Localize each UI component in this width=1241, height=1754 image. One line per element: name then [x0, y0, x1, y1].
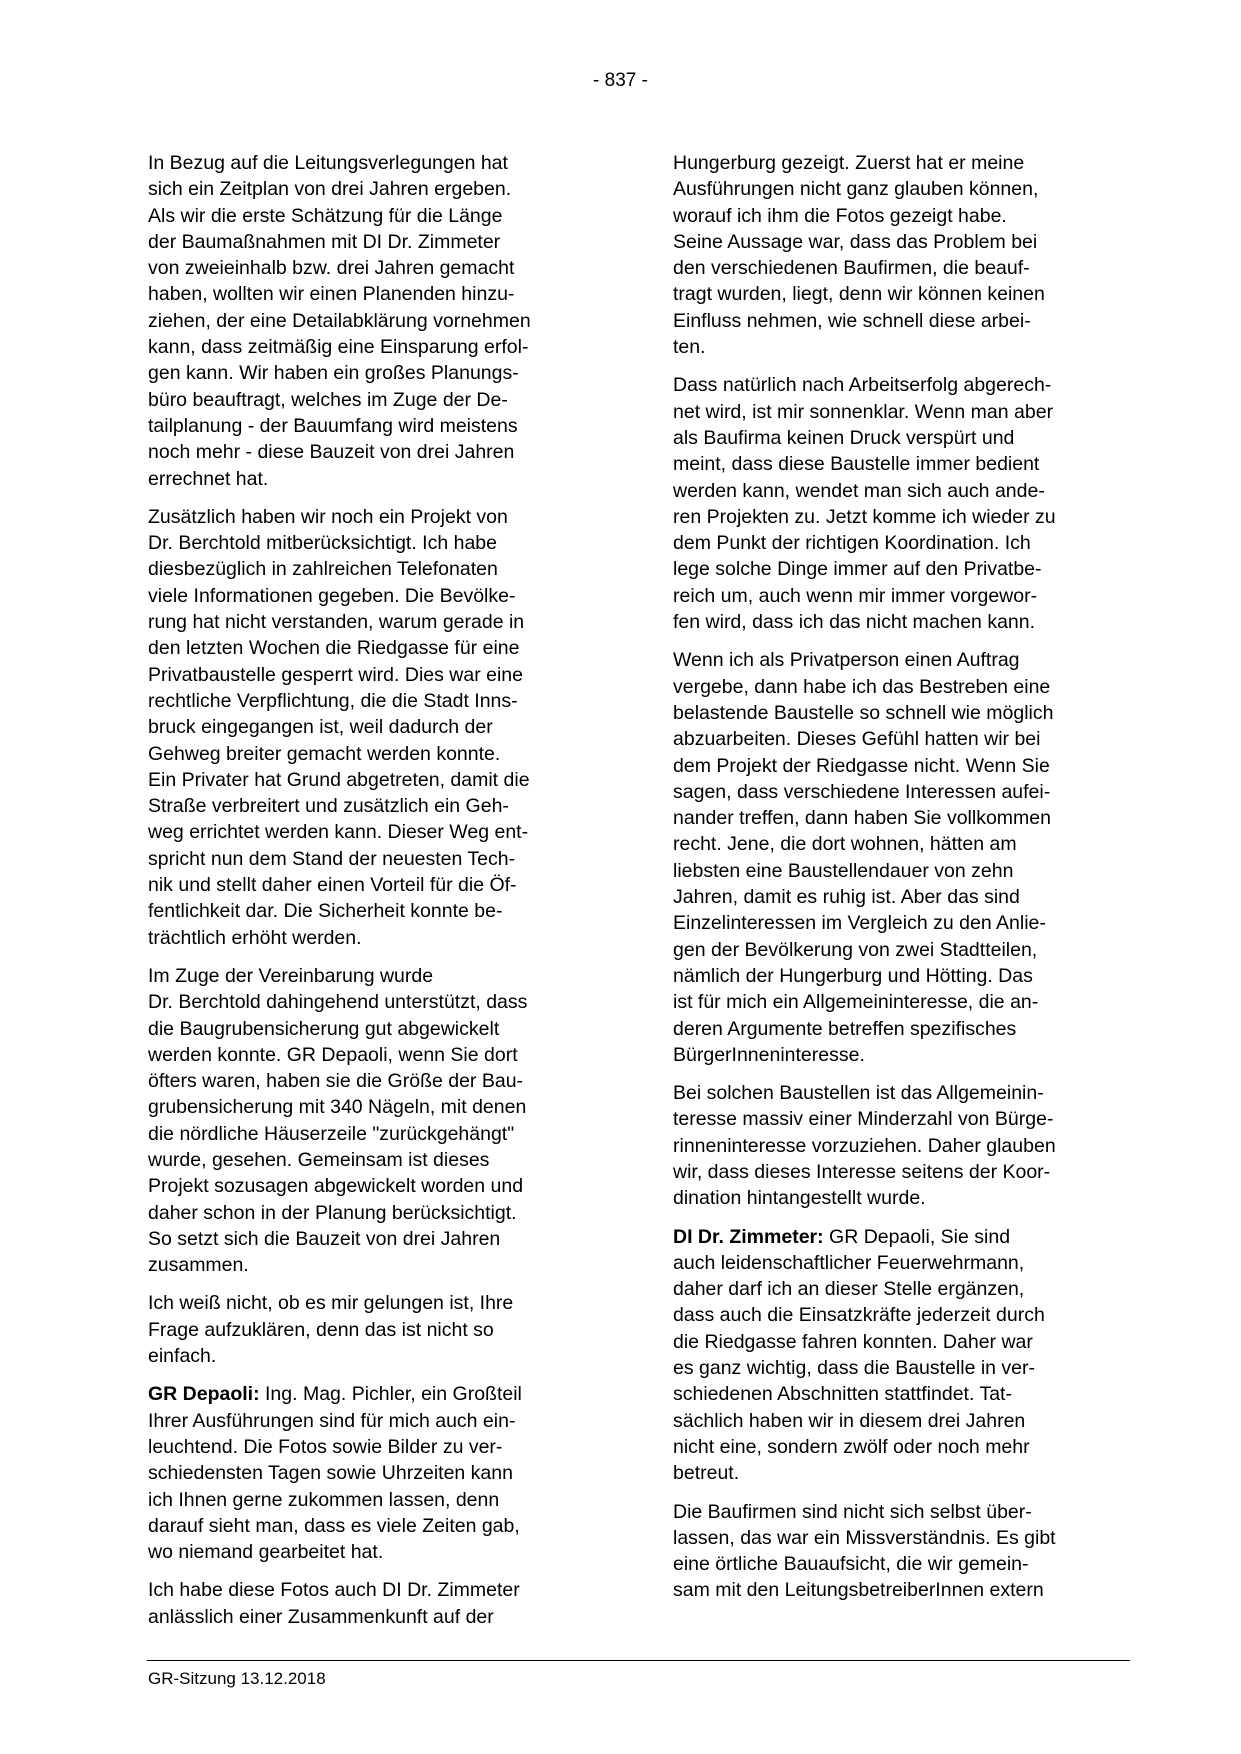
text-line: die Riedgasse fahren konnten. Daher war [673, 1330, 1033, 1353]
text-line: Dass natürlich nach Arbeitserfolg abgerech- [673, 374, 1052, 397]
right-column [673, 150, 1131, 1616]
footer-divider [147, 1660, 1130, 1661]
text-line: nik und stellt daher einen Vorteil für die Öf- [148, 874, 517, 897]
left-column [148, 150, 606, 1642]
text-line: weg errichtet werden kann. Dieser Weg ent- [148, 821, 529, 844]
text-line [148, 1381, 606, 1407]
text-line: Ihrer Ausführungen sind für mich auch ein- [148, 1409, 516, 1432]
text-line: daher darf ich an dieser Stelle ergänzen, [673, 1278, 1025, 1301]
text-line: fentlichkeit dar. Die Sicherheit konnte be- [148, 900, 503, 923]
text-line: als Baufirma keinen Druck verspürt und [673, 426, 1015, 449]
text-line: eine örtliche Bauaufsicht, die wir gemein- [673, 1553, 1029, 1576]
text-line: net wird, ist mir sonnenklar. Wenn man aber [673, 400, 1054, 423]
speaker-text: GR Depaoli, Sie sind [823, 1225, 1011, 1248]
text-line: Bei solchen Baustellen ist das Allgemeinin- [673, 1082, 1044, 1105]
text-line: rinneninteresse vorzuziehen. Daher glauben [673, 1134, 1056, 1157]
page-number: - 837 - [593, 70, 648, 91]
text-line: tragt wurden, liegt, denn wir können keinen [673, 283, 1045, 306]
text-line: ist für mich ein Allgemeininteresse, die an- [673, 991, 1039, 1014]
text-line: So setzt sich die Bauzeit von drei Jahren [148, 1227, 501, 1250]
text-line: dem Punkt der richtigen Koordination. Ich [673, 532, 1031, 555]
text-line [673, 1224, 1131, 1250]
text-line: Zusätzlich haben wir noch ein Projekt von [148, 505, 508, 528]
paragraph [148, 150, 606, 492]
text-line: dass auch die Einsatzkräfte jederzeit durch [673, 1304, 1045, 1327]
text-line: daher schon in der Planung berücksichtigt. [148, 1201, 517, 1224]
speaker-name: DI Dr. Zimmeter: [673, 1225, 824, 1248]
text-line: viele Informationen gegeben. Die Bevölke- [148, 584, 516, 607]
text-line: kann, dass zeitmäßig eine Einsparung erfol- [148, 336, 529, 359]
text-line: sam mit den LeitungsbetreiberInnen extern [673, 1579, 1044, 1602]
text-line: vergebe, dann habe ich das Bestreben eine [673, 675, 1051, 698]
paragraph [673, 1224, 1131, 1487]
text-line: Hungerburg gezeigt. Zuerst hat er meine [673, 152, 1025, 174]
paragraph [673, 1080, 1131, 1211]
text-line: wurde, gesehen. Gemeinsam ist dieses [148, 1148, 490, 1171]
text-line: es ganz wichtig, dass die Baustelle in ver- [673, 1357, 1036, 1380]
footer-session-date: GR-Sitzung 13.12.2018 [148, 1669, 326, 1688]
text-line: auch leidenschaftlicher Feuerwehrmann, [673, 1251, 1025, 1274]
text-line: Ich weiß nicht, ob es mir gelungen ist, Ihre [148, 1292, 514, 1315]
text-line: Ausführungen nicht ganz glauben können, [673, 178, 1039, 201]
text-line: spricht nun dem Stand der neuesten Tech- [148, 847, 516, 870]
paragraph [673, 372, 1131, 635]
text-line: abzuarbeiten. Dieses Gefühl hatten wir bei [673, 728, 1041, 751]
text-line: Frage aufzuklären, denn das ist nicht so [148, 1318, 494, 1341]
text-line: die Baugrubensicherung gut abgewickelt [148, 1017, 500, 1040]
text-line: Gehweg breiter gemacht werden konnte. [148, 742, 501, 765]
text-line: BürgerInneninteresse. [673, 1043, 865, 1066]
text-line: belastende Baustelle so schnell wie möglich [673, 701, 1054, 724]
text-line: Als wir die erste Schätzung für die Länge [148, 204, 503, 227]
text-line: die nördliche Häuserzeile "zurückgehängt" [148, 1122, 515, 1145]
text-line: rechtliche Verpflichtung, die die Stadt Inns- [148, 689, 518, 712]
text-line: lassen, das war ein Missverständnis. Es gibt [673, 1526, 1056, 1549]
text-line: In Bezug auf die Leitungsverlegungen hat [148, 152, 508, 174]
text-line: Im Zuge der Vereinbarung wurde [148, 964, 434, 987]
text-line: worauf ich ihm die Fotos gezeigt habe. [673, 204, 1007, 227]
text-line: den letzten Wochen die Riedgasse für eine [148, 637, 520, 660]
text-line: büro beauftragt, welches im Zuge der De- [148, 388, 508, 411]
text-line: Einzelinteressen im Vergleich zu den Anlie- [673, 912, 1046, 935]
text-line: rung hat nicht verstanden, warum gerade in [148, 611, 525, 634]
text-line: fen wird, dass ich das nicht machen kann. [673, 611, 1036, 634]
text-line: Straße verbreitert und zusätzlich ein Geh- [148, 795, 509, 818]
text-line: tailplanung - der Bauumfang wird meistens [148, 414, 518, 437]
text-line: von zweieinhalb bzw. drei Jahren gemacht [148, 257, 515, 280]
text-line: noch mehr - diese Bauzeit von drei Jahren [148, 441, 515, 464]
text-line: ten. [673, 336, 706, 359]
speaker-text: Ing. Mag. Pichler, ein Großteil [259, 1383, 522, 1406]
text-line: ren Projekten zu. Jetzt komme ich wieder zu [673, 505, 1056, 528]
text-line: Projekt sozusagen abgewickelt worden und [148, 1175, 524, 1198]
paragraph [673, 1499, 1131, 1604]
text-line: bruck eingegangen ist, weil dadurch der [148, 716, 493, 739]
text-line: Die Baufirmen sind nicht sich selbst über- [673, 1500, 1032, 1523]
text-line: haben, wollten wir einen Planenden hinzu- [148, 283, 515, 306]
paragraph [148, 1381, 606, 1565]
text-line: den verschiedenen Baufirmen, die beauf- [673, 257, 1030, 280]
text-line: anlässlich einer Zusammenkunft auf der [148, 1605, 494, 1628]
text-line: der Baumaßnahmen mit DI Dr. Zimmeter [148, 230, 501, 253]
paragraph [673, 150, 1131, 360]
text-line: gen kann. Wir haben ein großes Planungs- [148, 362, 519, 385]
text-line: nämlich der Hungerburg und Hötting. Das [673, 964, 1033, 987]
text-line: sagen, dass verschiedene Interessen aufei- [673, 780, 1051, 803]
text-line: ich Ihnen gerne zukommen lassen, denn [148, 1488, 500, 1511]
paragraph [673, 647, 1131, 1068]
paragraph [148, 963, 606, 1279]
text-line: ziehen, der eine Detailabklärung vornehmen [148, 309, 531, 332]
text-line: schiedensten Tagen sowie Uhrzeiten kann [148, 1462, 513, 1485]
text-line: nicht eine, sondern zwölf oder noch mehr [673, 1435, 1030, 1458]
text-line: reich um, auch wenn mir immer vorgewor- [673, 584, 1038, 607]
text-line: Wenn ich als Privatperson einen Auftrag [673, 649, 1020, 672]
text-line: einfach. [148, 1345, 217, 1368]
text-line: recht. Jene, die dort wohnen, hätten am [673, 833, 1017, 856]
text-line: betreut. [673, 1462, 740, 1485]
text-line: liebsten eine Baustellendauer von zehn [673, 859, 1014, 882]
text-line: schiedenen Abschnitten stattfindet. Tat- [673, 1383, 1012, 1406]
text-line: Privatbaustelle gesperrt wird. Dies war eine [148, 663, 523, 686]
text-line: zusammen. [148, 1254, 249, 1277]
text-line: Dr. Berchtold mitberücksichtigt. Ich habe [148, 532, 497, 555]
text-line: lege solche Dinge immer auf den Privatbe- [673, 558, 1042, 581]
text-line: teresse massiv einer Minderzahl von Bürge- [673, 1108, 1054, 1131]
text-line: dem Projekt der Riedgasse nicht. Wenn Sie [673, 754, 1050, 777]
text-line: öfters waren, haben sie die Größe der Bau- [148, 1070, 524, 1093]
text-line: leuchtend. Die Fotos sowie Bilder zu ver- [148, 1435, 503, 1458]
text-line: errechnet hat. [148, 467, 269, 490]
text-line: Jahren, damit es ruhig ist. Aber das sind [673, 886, 1020, 909]
text-line: diesbezüglich in zahlreichen Telefonaten [148, 558, 498, 581]
text-line: werden konnte. GR Depaoli, wenn Sie dort [148, 1043, 518, 1066]
text-line: wir, dass dieses Interesse seitens der Koor- [673, 1160, 1051, 1183]
text-line: Seine Aussage war, dass das Problem bei [673, 230, 1038, 253]
text-line: Dr. Berchtold dahingehend unterstützt, dass [148, 991, 528, 1014]
text-line: meint, dass diese Baustelle immer bedient [673, 453, 1040, 476]
text-line: nander treffen, dann haben Sie vollkommen [673, 807, 1051, 830]
paragraph [148, 1290, 606, 1369]
text-line: Ein Privater hat Grund abgetreten, damit die [148, 768, 530, 791]
text-line: deren Argumente betreffen spezifisches [673, 1017, 1017, 1040]
text-line: trächtlich erhöht werden. [148, 926, 362, 949]
text-line: gen der Bevölkerung von zwei Stadtteilen, [673, 938, 1038, 961]
text-line: sich ein Zeitplan von drei Jahren ergeben. [148, 178, 512, 201]
text-line: dination hintangestellt wurde. [673, 1187, 926, 1210]
text-line: wo niemand gearbeitet hat. [148, 1541, 384, 1564]
text-line: Einfluss nehmen, wie schnell diese arbei- [673, 309, 1031, 332]
text-line: grubensicherung mit 340 Nägeln, mit denen [148, 1096, 527, 1119]
text-line: Ich habe diese Fotos auch DI Dr. Zimmeter [148, 1579, 520, 1602]
text-line: werden kann, wendet man sich auch ande- [673, 479, 1045, 502]
text-line: sächlich haben wir in diesem drei Jahren [673, 1409, 1026, 1432]
speaker-name: GR Depaoli: [148, 1383, 260, 1406]
paragraph [148, 504, 606, 951]
paragraph [148, 1577, 606, 1630]
text-line: darauf sieht man, dass es viele Zeiten gab, [148, 1514, 520, 1537]
